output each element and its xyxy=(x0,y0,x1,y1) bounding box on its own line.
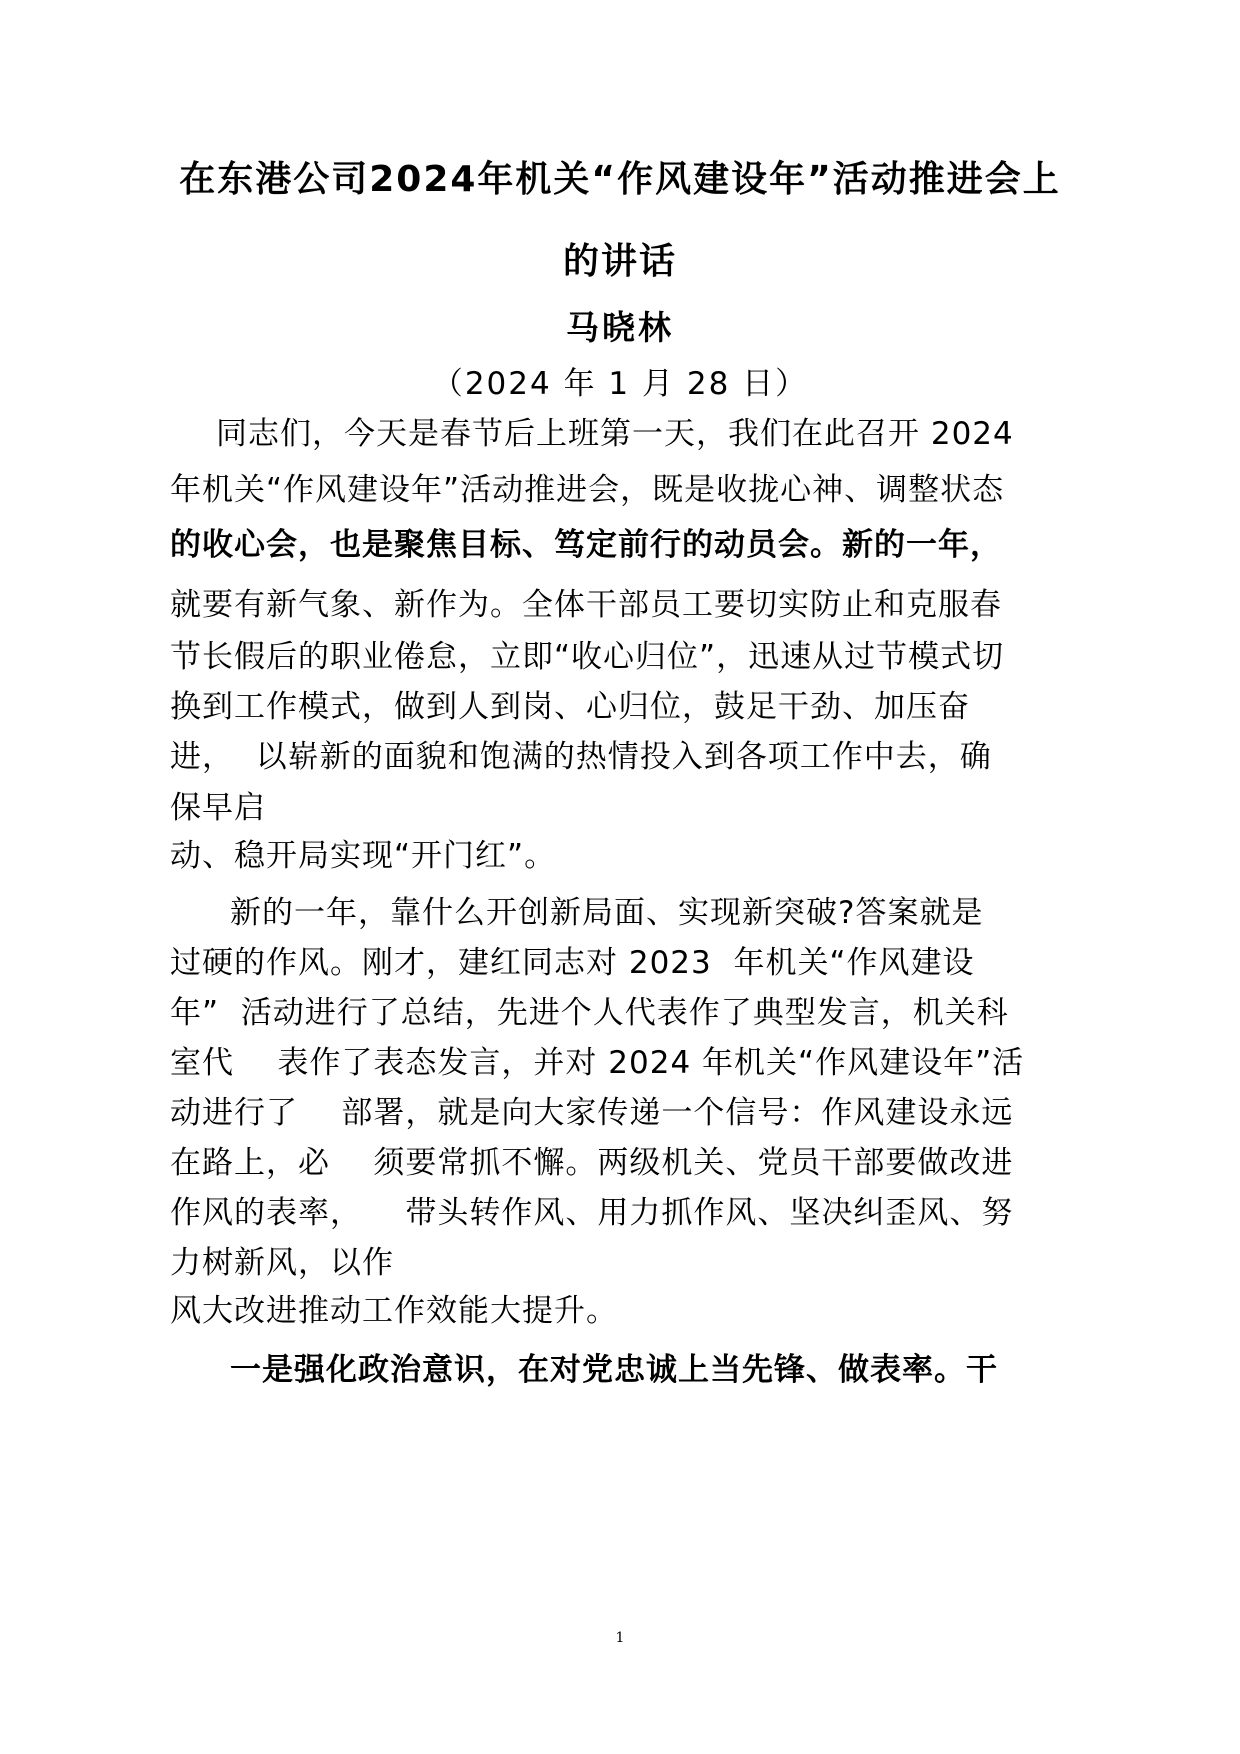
document-title-line-2: 的讲话 xyxy=(562,241,677,282)
paragraph-2-line: 年” 活动进行了总结，先进个人代表作了典型发言，机关科 xyxy=(170,995,1009,1031)
paragraph-1-line: 保早启 xyxy=(170,790,266,826)
paragraph-1-line: 换到工作模式，做到人到岗、心归位，鼓足干劲、加压奋 xyxy=(170,689,970,725)
paragraph-2-line: 动进行了 部署，就是向大家传递一个信号：作风建设永远 xyxy=(170,1095,1014,1131)
paragraph-1-line: 同志们，今天是春节后上班第一天，我们在此召开 2024 xyxy=(216,416,1014,452)
paragraph-2-line: 作风的表率， 带头转作风、用力抓作风、坚决纠歪风、努 xyxy=(170,1195,1014,1231)
paragraph-2-line: 室代 表作了表态发言，并对 2024 年机关“作风建设年”活 xyxy=(170,1045,1025,1081)
section-heading-1: 一是强化政治意识，在对党忠诚上当先锋、做表率。干 xyxy=(230,1352,998,1388)
paragraph-1-line: 年机关“作风建设年”活动推进会，既是收拢心神、调整状态 xyxy=(170,472,1005,508)
paragraph-1-line: 的收心会，也是聚焦目标、笃定前行的动员会。新的一年， xyxy=(170,527,1002,563)
paragraph-2-line: 在路上，必 须要常抓不懈。两级机关、党员干部要做改进 xyxy=(170,1145,1014,1181)
paragraph-1-line: 动、稳开局实现“开门红”。 xyxy=(170,838,557,874)
page-number: 1 xyxy=(615,1630,625,1646)
paragraph-1-line: 节长假后的职业倦怠，立即“收心归位”，迅速从过节模式切 xyxy=(170,639,1005,675)
paragraph-2-line: 力树新风，以作 xyxy=(170,1245,394,1281)
speech-date: （2024 年 1 月 28 日） xyxy=(431,366,809,402)
document-title-line-1: 在东港公司2024年机关“作风建设年”活动推进会上 xyxy=(179,159,1061,200)
paragraph-1-line: 进， 以崭新的面貌和饱满的热情投入到各项工作中去，确 xyxy=(170,739,992,775)
paragraph-2-line: 新的一年，靠什么开创新局面、实现新突破?答案就是 xyxy=(230,895,984,931)
author-name: 马晓林 xyxy=(566,308,674,347)
paragraph-2-line: 过硬的作风。刚才，建红同志对 2023 年机关“作风建设 xyxy=(170,945,975,981)
paragraph-1-line: 就要有新气象、新作为。全体干部员工要切实防止和克服春 xyxy=(170,587,1002,623)
paragraph-2-line: 风大改进推动工作效能大提升。 xyxy=(170,1293,618,1329)
